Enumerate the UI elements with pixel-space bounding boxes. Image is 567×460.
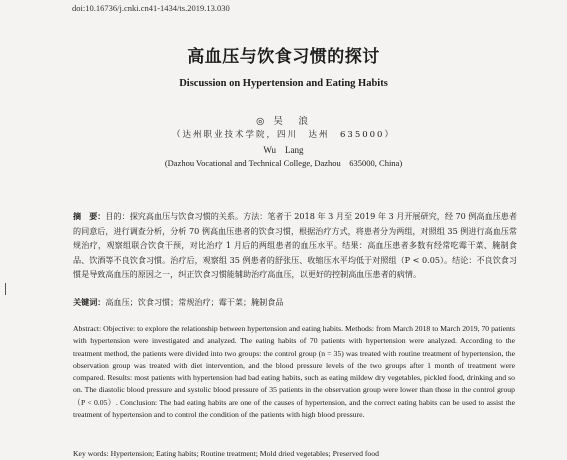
keywords-english-text: Hypertension; Eating habits; Routine treatment; Mold dried vegetables; Preserved food [110, 449, 379, 458]
title-english: Discussion on Hypertension and Eating Habits [179, 78, 388, 89]
keywords-chinese-label: 关键词： [73, 297, 106, 307]
keywords-chinese-text: 高血压；饮食习惯；常规治疗；霉干菜；腌制食品 [105, 297, 284, 307]
author-english: Wu Lang [263, 145, 304, 155]
abstract-chinese [73, 209, 517, 282]
author-chinese: ◎ 吴 浪 [256, 116, 311, 127]
affiliation-english: (Dazhou Vocational and Technical College, Dazhou 635000, China) [164, 158, 403, 168]
abstract-english [73, 323, 515, 421]
title-chinese: 高血压与饮食习惯的探讨 [187, 47, 380, 67]
affiliation-chinese: （达州职业技术学院，四川 达州 635000） [172, 130, 395, 140]
keywords-english [73, 448, 515, 460]
abstract-english-text: Objective: to explore the relationship between hypertension and eating habits. Methods: from March 2018 to March 2019, 70 patients with hypertension were investigated and analyzed. The eating habits of 70 patients with hypertension were analyzed. According to the treatment method, the patients were divided into two groups: the control group (n = 35) was treated with routine treatment of hypertension, the observation group was treated with diet intervention, and the blood pressure levels of the two groups after 1 month of treatment were compared. Results: most patients with hypertension had bad eating habits, such as eating mildew dry vegetables, pickled food, drinking and so on. The diastolic blood pressure and systolic blood pressure of 35 patients in the observation group were lower than those in the control group（P < 0.05）. Conclusion: The bad eating habits are one of the causes of hypertension, and the correct eating habits can be used to assist the treatment of hypertension and to control the condition of the patients with high blood pressure. [73, 324, 516, 420]
keywords-chinese [73, 297, 517, 308]
doi-header: doi:10.16736/j.cnki.cn41-1434/ts.2019.13.030 [72, 3, 230, 13]
abstract-english-label: Abstract: [73, 324, 102, 333]
page-edge-mark [5, 283, 6, 295]
abstract-chinese-label: 摘 要： [73, 211, 106, 221]
keywords-english-label: Key words: [73, 449, 109, 458]
abstract-chinese-text: 目的：探究高血压与饮食习惯的关系。方法：笔者于 2018 年 3 月至 2019 年 3 月开展研究，经 70 例高血压患者的同意后，进行调查分析，分析 70 例高血压患者的饮食习惯，根据治疗方式，将患者分为两组，对照组 35 例进行高血压常规治疗，观察组联合饮食干预，对比治疗 1 月后的两组患者的血压水平。结果：高血压患者多数有经常吃霉干菜、腌制食品、饮酒等不良饮食习惯。治疗后，观察组 35 例患者的舒张压、收缩压水平均低于对照组（P < 0.05）。结论：不良饮食习惯是导致高血压的原因之一，纠正饮食习惯能辅助治疗高血压，以更好的控制高血压患者的病情。 [73, 211, 517, 280]
